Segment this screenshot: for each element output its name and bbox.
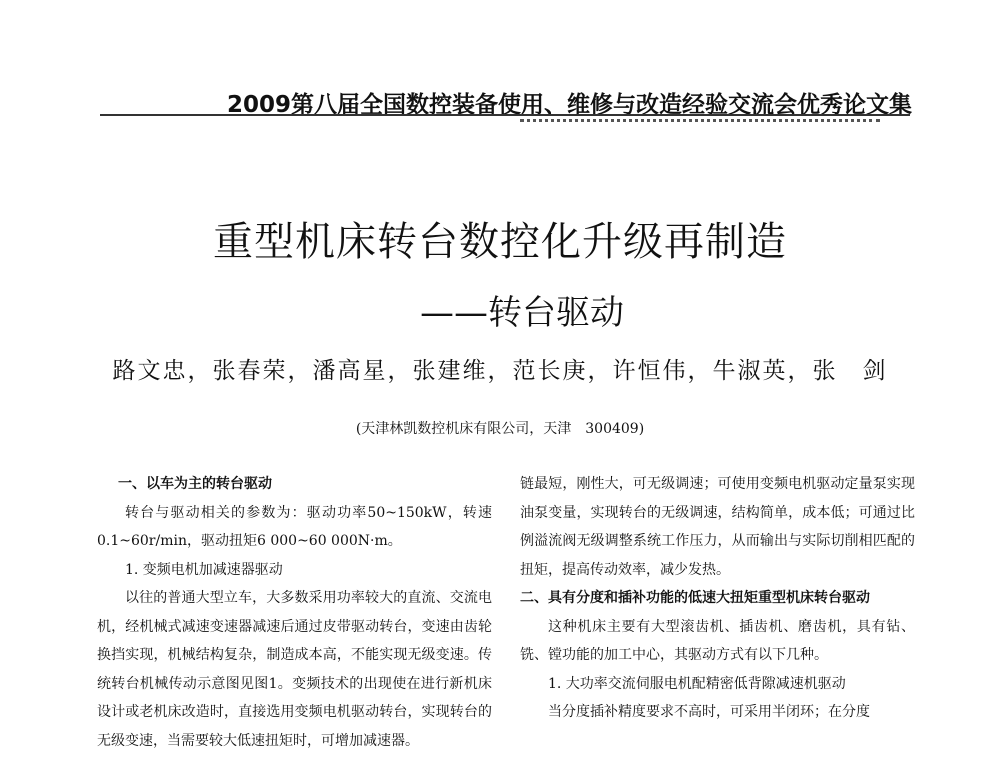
running-title: 2009第八届全国数控装备使用、维修与改造经验交流会优秀论文集 [226,92,912,118]
section-1-paragraph-2: 以往的普通大型立车，大多数采用功率较大的直流、交流电机，经机械式减速变速器减速后通过皮带驱动转台，变速由齿轮换挡实现，机械结构复杂，制造成本高，不能实现无级变速。传统转台机械传动示意图见图1。变频技术的出现使在进行新机床设计或老机床改造时，直接选用变频电机驱动转台，实现转台的无级变速，当需要较大低速扭矩时，可增加减速器。 [97,590,492,749]
continued-paragraph: 链最短，刚性大，可无级调速；可使用变频电机驱动定量泵实现油泵变量，实现转台的无级调速，结构简单，成本低；可通过比例溢流阀无级调整系统工作压力，从而输出与实际切削相匹配的扭矩，提高传动效率，减少发热。 [520,476,915,578]
author-list: 路文忠，张春荣，潘高星，张建维，范长庚，许恒伟，牛淑英，张 剑 [112,358,888,384]
section-2-paragraph-2: 当分度插补精度要求不高时，可采用半闭环；在分度 [548,704,870,720]
paper-title: 重型机床转台数控化升级再制造 [213,219,787,265]
section-1-paragraph-1: 转台与驱动相关的参数为：驱动功率50~150kW，转速0.1~60r/min，驱动扭矩6 000~60 000N·m。 [97,504,492,549]
right-column [520,470,915,727]
header-rule [100,114,910,116]
section-2-heading: 二、具有分度和插补功能的低速大扭矩重型机床转台驱动 [520,590,870,606]
section-1-heading: 一、以车为主的转台驱动 [118,476,272,492]
header-rule-dotted [520,119,880,122]
affiliation: (天津林凯数控机床有限公司，天津 300409) [355,421,645,437]
section-1-subheading-1: 1. 变频电机加减速器驱动 [125,561,283,578]
left-column [97,470,492,755]
section-2-subheading-1: 1. 大功率交流伺服电机配精密低背隙减速机驱动 [548,675,846,692]
paper-subtitle: ——转台驱动 [420,293,624,333]
section-2-paragraph-1: 这种机床主要有大型滚齿机、插齿机、磨齿机，具有钻、铣、镗功能的加工中心，其驱动方式有以下几种。 [520,618,915,663]
